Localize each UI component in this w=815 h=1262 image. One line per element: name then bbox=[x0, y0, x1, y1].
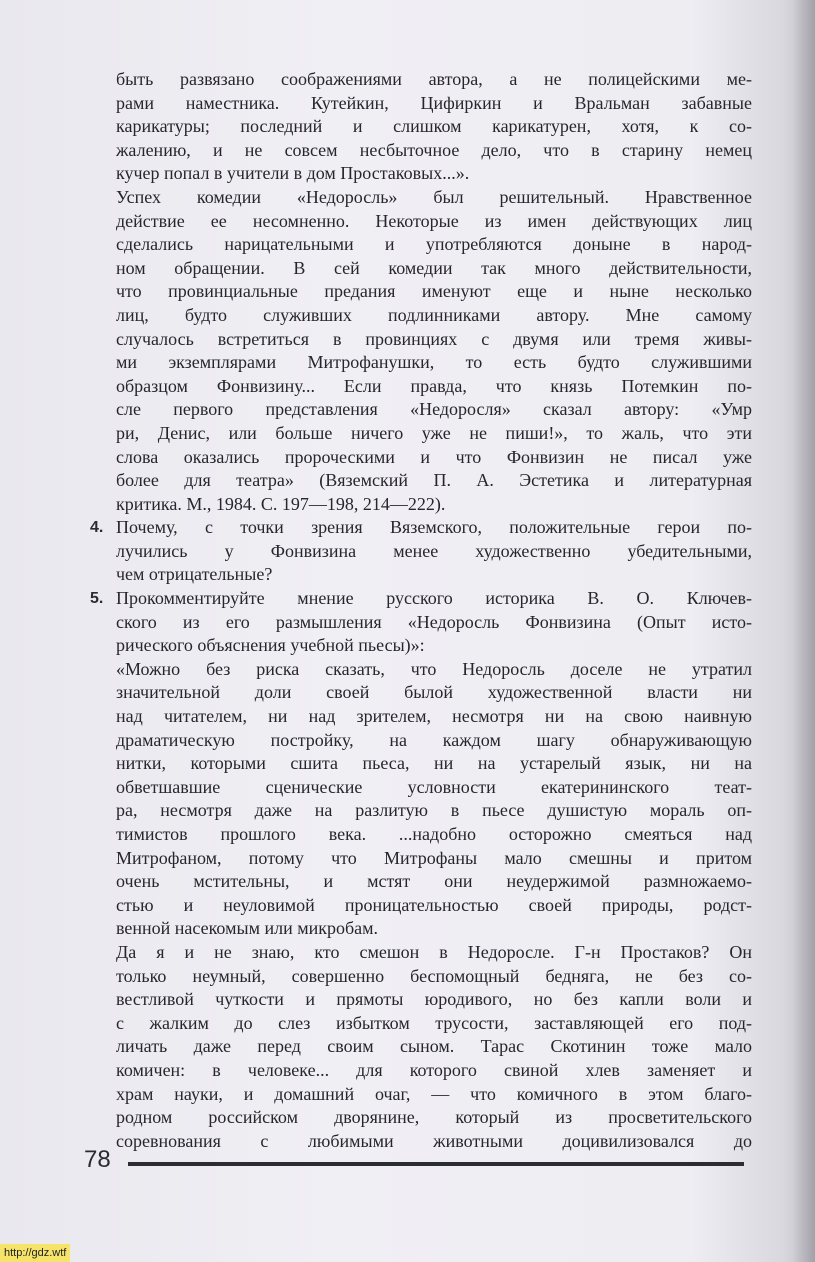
page-body-text bbox=[90, 68, 752, 1153]
text-line: Митрофаном, потому что Митрофаны мало смешны и притом bbox=[116, 847, 752, 868]
text-line: обветшавшие сценические условности екатерининского теат- bbox=[116, 776, 752, 797]
numbered-question bbox=[90, 587, 752, 658]
text-line: вестливой чуткости и прямоты юродивого, но без капли воли и bbox=[116, 989, 752, 1010]
text-line: драматическую постройку, на каждом шагу обнаруживающую bbox=[116, 729, 752, 750]
text-line: действие ее несомненно. Некоторые из имен действующих лиц bbox=[116, 210, 752, 231]
watermark-url: http://gdz.wtf bbox=[0, 1244, 70, 1262]
text-line: храм науки, и домашний очаг, — что комичного в этом благо- bbox=[116, 1083, 752, 1104]
text-line: Прокомментируйте мнение русского историка В. О. Ключев- bbox=[116, 588, 752, 609]
text-line: нитки, которыми сшита пьеса, ни на устарелый язык, ни на bbox=[116, 753, 752, 774]
paragraph bbox=[116, 658, 752, 941]
question-number: 5. bbox=[90, 590, 104, 608]
text-line: стью и неуловимой проницательностью своей природы, родст- bbox=[116, 894, 752, 915]
text-line: значительной доли своей былой художественной власти ни bbox=[116, 682, 752, 703]
text-line: случалось встретиться в провинциях с двумя или тремя живы- bbox=[116, 328, 752, 349]
text-line: ном обращении. В сей комедии так много действительности, bbox=[116, 257, 752, 278]
text-line: ми экземплярами Митрофанушки, то есть будто служившими bbox=[116, 352, 752, 373]
book-spine-shadow bbox=[793, 0, 815, 1262]
numbered-question bbox=[90, 516, 752, 587]
text-line: рами наместника. Кутейкин, Цифиркин и Вральман забавные bbox=[116, 92, 752, 113]
text-line: только неумный, совершенно беспомощный бедняга, не без со- bbox=[116, 965, 752, 986]
text-line: родном российском дворянине, который из просветительского bbox=[116, 1107, 752, 1128]
question-number: 4. bbox=[90, 519, 104, 537]
text-line: слова оказались пророческими и что Фонвизин не писал уже bbox=[116, 446, 752, 467]
paragraph bbox=[116, 68, 752, 186]
text-line: жалению, и не совсем несбыточное дело, что в старину немец bbox=[116, 139, 752, 160]
text-line: Да я и не знаю, кто смешон в Недоросле. Г-н Простаков? Он bbox=[116, 941, 752, 962]
text-line: чем отрицательные? bbox=[116, 564, 273, 585]
paragraph bbox=[116, 186, 752, 516]
paragraph bbox=[116, 941, 752, 1153]
text-line: что провинциальные предания именуют еще и ныне несколько bbox=[116, 281, 752, 302]
text-line: образцом Фонвизину... Если правда, что князь Потемкин по- bbox=[116, 375, 752, 396]
text-line: быть развязано соображениями автора, а не полицейскими ме- bbox=[116, 69, 752, 89]
text-line: критика. М., 1984. С. 197—198, 214—222). bbox=[116, 493, 446, 514]
text-line: рического объяснения учебной пьесы)»: bbox=[116, 635, 425, 656]
text-line: Почему, с точки зрения Вяземского, положительные герои по- bbox=[116, 517, 752, 538]
text-line: карикатуры; последний и слишком карикатурен, хотя, к со- bbox=[116, 116, 752, 137]
text-line: ра, несмотря даже на разлитую в пьесе душистую мораль оп- bbox=[116, 800, 752, 821]
text-line: кучер попал в учители в дом Простаковых...». bbox=[116, 163, 470, 184]
text-line: соревнования с любимыми животными доцивилизовался до bbox=[116, 1130, 752, 1151]
text-line: ского из его размышления «Недоросль Фонвизина (Опыт исто- bbox=[116, 611, 752, 632]
text-line: тимистов прошлого века. ...надобно осторожно смеяться над bbox=[116, 824, 752, 844]
text-line: над читателем, ни над зрителем, несмотря ни на свою наивную bbox=[116, 706, 752, 727]
text-line: «Можно без риска сказать, что Недоросль доселе не утратил bbox=[116, 658, 752, 679]
text-line: сле первого представления «Недоросля» сказал автору: «Умр bbox=[116, 399, 752, 420]
text-line: венной насекомым или микробам. bbox=[116, 918, 379, 939]
page-number: 78 bbox=[84, 1146, 111, 1173]
footer-rule bbox=[128, 1162, 744, 1166]
text-line: комичен: в человеке... для которого свиной хлев заменяет и bbox=[116, 1059, 752, 1080]
text-line: Успех комедии «Недоросль» был решительный. Нравственное bbox=[116, 186, 752, 207]
text-line: сделались нарицательными и употребляются доныне в народ- bbox=[116, 234, 752, 255]
text-line: более для театра» (Вяземский П. А. Эстетика и литературная bbox=[116, 470, 752, 491]
text-line: личать даже перед своим сыном. Тарас Скотинин тоже мало bbox=[116, 1036, 752, 1057]
text-line: очень мстительны, и мстят они неудержимой размножаемо- bbox=[116, 871, 752, 892]
text-line: лиц, будто служивших подлинниками автору. Мне самому bbox=[116, 304, 752, 325]
text-line: с жалким до слез избытком трусости, заставляющей его под- bbox=[116, 1012, 752, 1033]
text-line: лучились у Фонвизина менее художественно убедительными, bbox=[116, 540, 752, 561]
text-line: ри, Денис, или больше ничего уже не пиши!», то жаль, что эти bbox=[116, 422, 752, 443]
